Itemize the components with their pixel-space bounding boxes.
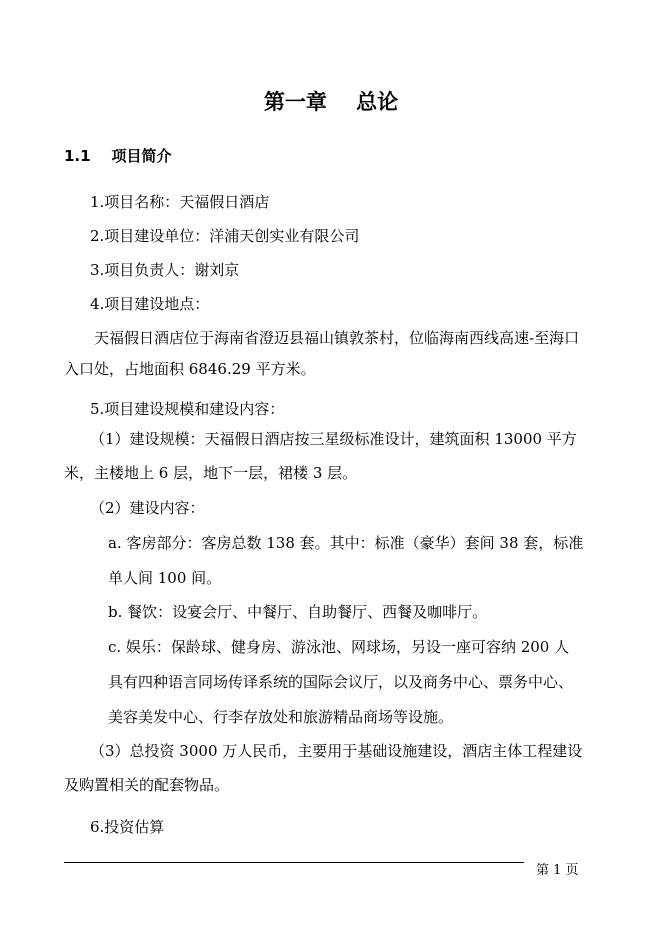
text-line: 美容美发中心、行李存放处和旅游精品商场等设施。 [108,708,454,726]
text-line: 2.项目建设单位：洋浦天创实业有限公司 [90,227,360,245]
text-line: 及购置相关的配套物品。 [64,776,230,794]
text-line: 天福假日酒店位于海南省澄迈县福山镇敦茶村，位临海南西线高速-至海口 [94,329,580,347]
text-line: c. 娱乐：保龄球、健身房、游泳池、网球场，另设一座可容纳 200 人 [108,638,570,656]
footer-rule [64,862,524,863]
text-line: （2）建设内容： [90,499,205,517]
text-line: 6.投资估算 [90,818,165,836]
text-line: 1.项目名称：天福假日酒店 [90,193,270,211]
text-line: 4.项目建设地点： [90,295,210,313]
text-line: 米，主楼地上 6 层，地下一层，裙楼 3 层。 [64,464,358,482]
text-line: a. 客房部分：客房总数 138 套。其中：标准（豪华）套间 38 套，标准 [108,534,584,552]
chapter-title: 第一章 总论 [263,90,399,114]
page-number: 第 1 页 [536,863,579,878]
text-line: b. 餐饮：设宴会厅、中餐厅、自助餐厅、西餐及咖啡厅。 [108,603,488,621]
text-line: 具有四种语言同场传译系统的国际会议厅，以及商务中心、票务中心、 [108,673,574,691]
text-line: 3.项目负责人：谢刘京 [90,261,240,279]
section-title: 1.1 项目简介 [64,147,172,165]
text-line: （1）建设规模：天福假日酒店按三星级标准设计，建筑面积 13000 平方 [90,430,577,448]
text-line: 单人间 100 间。 [108,569,222,587]
text-line: （3）总投资 3000 万人民币，主要用于基础设施建设，酒店主体工程建设 [90,742,583,760]
text-line: 5.项目建设规模和建设内容： [90,400,285,418]
text-line: 入口处，占地面积 6846.29 平方米。 [64,360,316,378]
